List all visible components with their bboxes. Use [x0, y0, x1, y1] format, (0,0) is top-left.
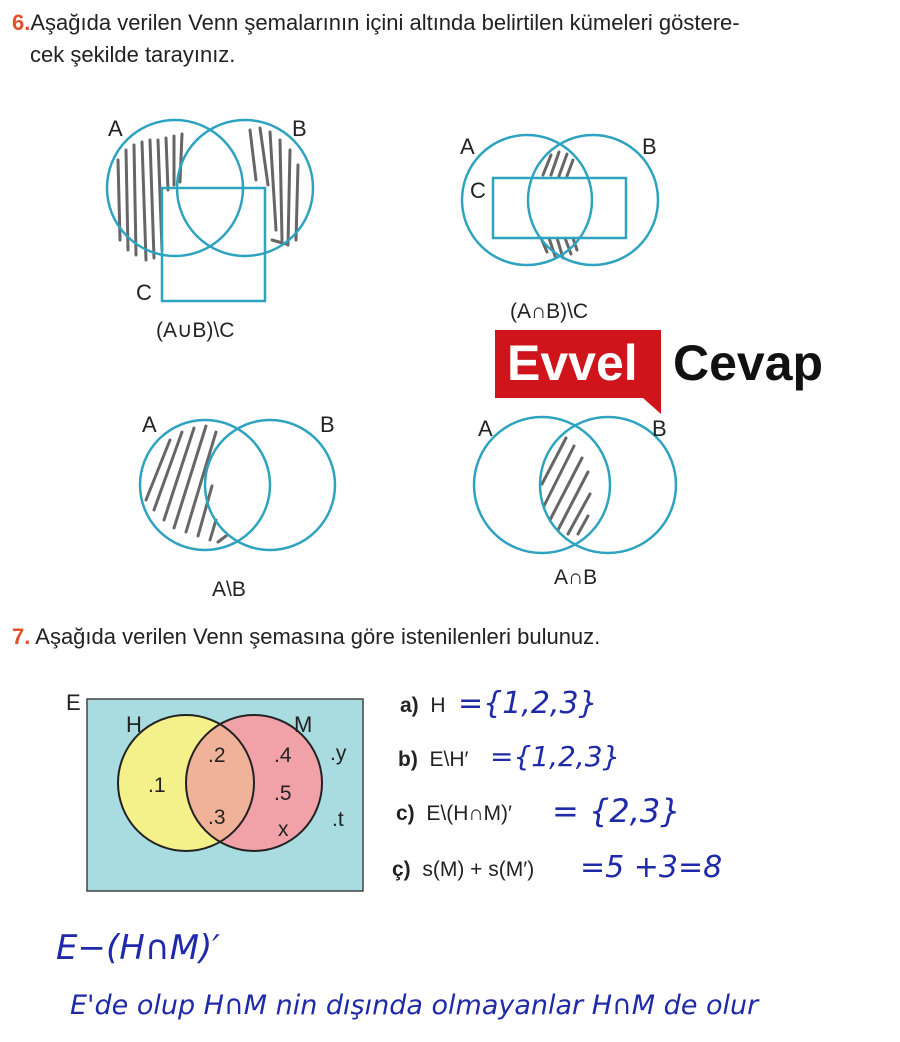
item-a-letter: a) [400, 694, 419, 717]
diagram1-label-a: A [108, 116, 123, 141]
diagram2-label-a: A [460, 134, 475, 159]
diagram3-label-a: A [142, 412, 157, 437]
point-t: .t [332, 808, 344, 831]
item-c-expr: E\(H∩M)′ [426, 802, 512, 825]
item-b-expr: E\H′ [429, 748, 469, 771]
diagram1-label-b: B [292, 116, 307, 141]
point-1: .1 [148, 774, 166, 797]
set-m-label: M [294, 712, 313, 737]
diagram4-caption: A∩B [554, 566, 598, 589]
logo-red-box [495, 330, 661, 398]
diagram1-label-c: C [136, 280, 152, 305]
item-a [400, 694, 446, 718]
diagram1-caption: (A∪B)\C [156, 319, 235, 342]
diagram4-label-b: B [652, 416, 667, 441]
diagram2-label-b: B [642, 134, 657, 159]
point-4: .4 [274, 744, 292, 767]
diagram2-caption: (A∩B)\C [510, 300, 589, 323]
item-b [398, 748, 468, 772]
q7-number: 7. [12, 624, 31, 649]
q7-question [12, 622, 600, 652]
item-cc-answer: =5 +3=8 [580, 850, 723, 885]
diagram4-label-a: A [478, 416, 493, 441]
venn-diagram-3-graphic [130, 410, 350, 560]
q6-text-line2: cek şekilde tarayınız. [30, 42, 236, 67]
note-line1: E−(H∩M)′ [56, 928, 221, 968]
diagram3-label-b: B [320, 412, 335, 437]
q6-text-line1: Aşağıda verilen Venn şemalarının içini altında belirtilen kümeleri göstere- [30, 10, 740, 35]
point-2: .2 [208, 744, 226, 767]
q6-number: 6. [12, 10, 31, 35]
item-a-answer: ={1,2,3} [458, 686, 598, 721]
item-cc [392, 858, 534, 882]
item-c-letter: c) [396, 802, 415, 825]
point-5: .5 [274, 782, 292, 805]
item-c [396, 802, 512, 826]
item-cc-expr: s(M) + s(M′) [422, 858, 535, 881]
item-cc-letter: ç) [392, 858, 411, 881]
logo-part1: Evvel [507, 335, 638, 391]
note-line2: E'de olup H∩M nin dışında olmayanlar H∩M de olur [70, 990, 759, 1021]
diagram2-label-c: C [470, 178, 486, 203]
q7-text: Aşağıda verilen Venn şemasına göre istenilenleri bulunuz. [35, 624, 601, 649]
item-a-expr: H [430, 694, 446, 717]
item-c-answer: = {2,3} [552, 792, 681, 830]
logo-part2: Cevap [673, 335, 824, 391]
item-b-letter: b) [398, 748, 418, 771]
point-x: x [278, 818, 289, 841]
venn-diagram-a-minus-b [130, 410, 350, 560]
diagram3-caption: A\B [212, 578, 246, 601]
q6-question [12, 8, 897, 38]
point-3: .3 [208, 806, 226, 829]
item-b-answer: ={1,2,3} [490, 740, 621, 773]
set-h-label: H [126, 712, 142, 737]
point-y: .y [330, 742, 347, 765]
universe-label: E [66, 690, 81, 715]
